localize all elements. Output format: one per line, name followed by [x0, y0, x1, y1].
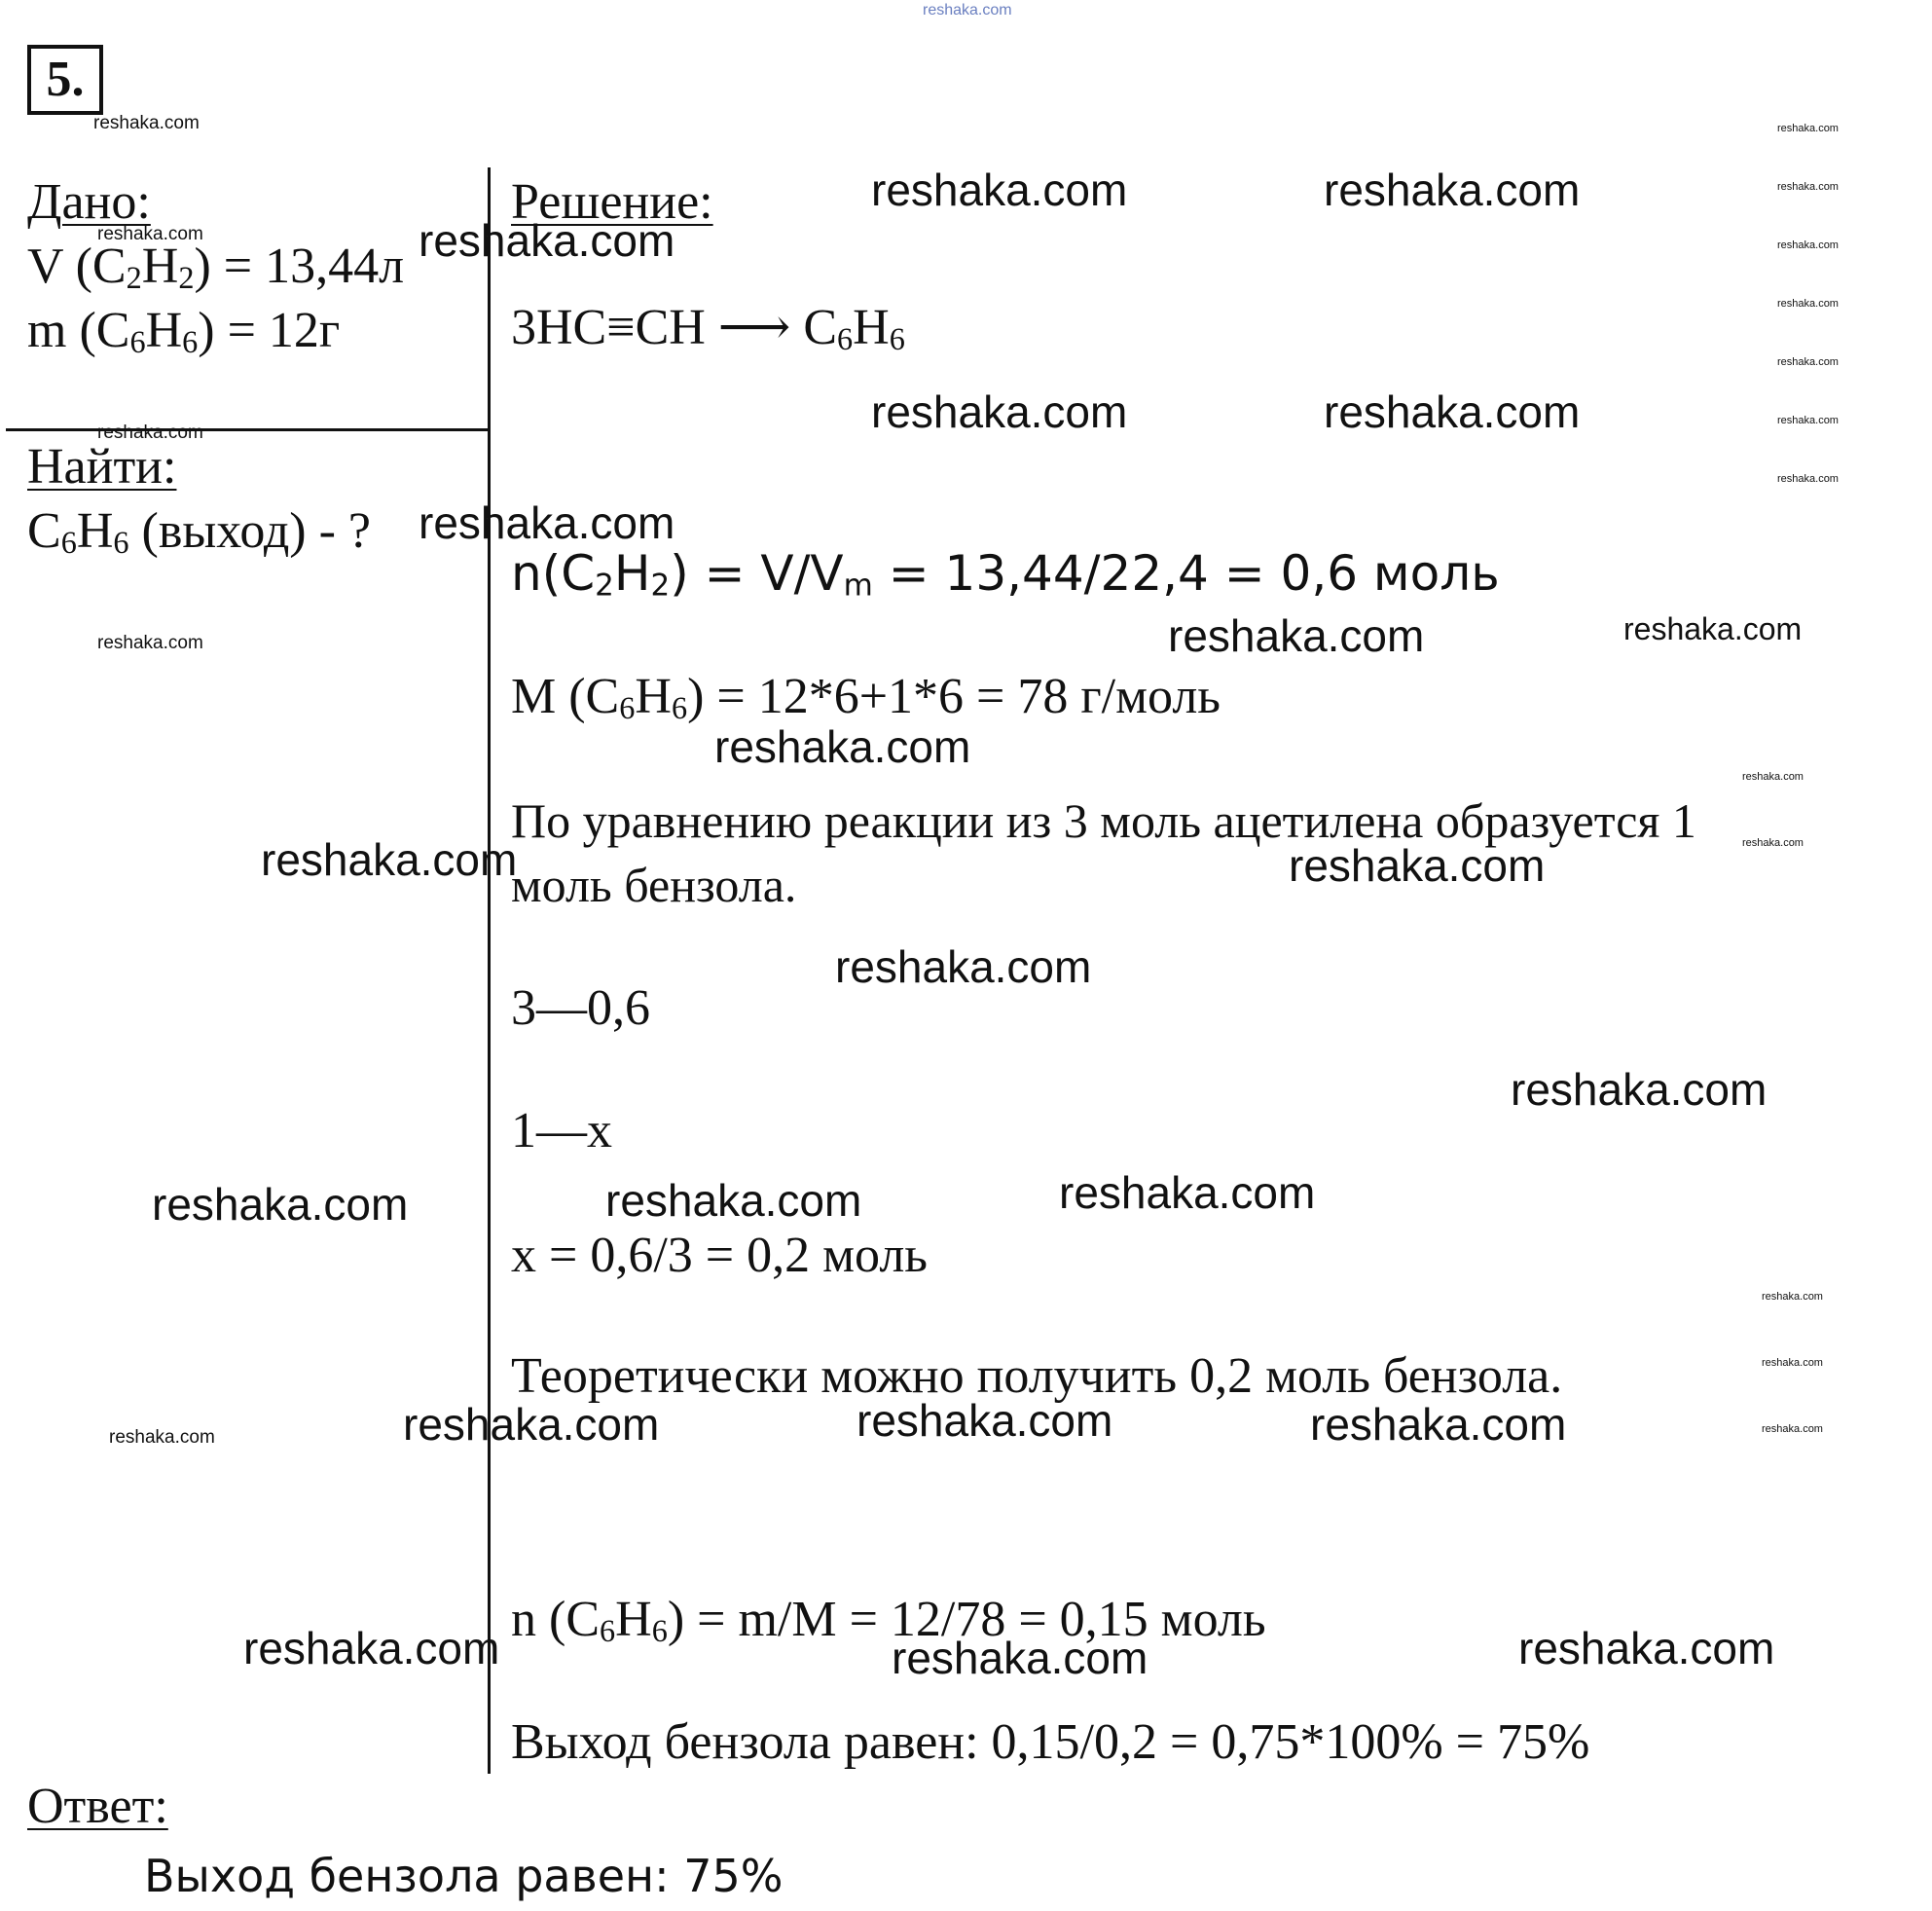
watermark: reshaka.com [419, 215, 675, 266]
moles-benzene: n $(C_6H_6) = m/M = 12/78 = 0,15$ моль [511, 1592, 1266, 1648]
given-volume: V $(C_2H_2) = 13,44л$ [27, 239, 405, 295]
watermark: reshaka.com [1324, 165, 1581, 215]
watermark: reshaka.com [97, 633, 203, 653]
given-mass: m $(C_6H_6) = 12г$ [27, 303, 341, 359]
divider-vertical [488, 167, 491, 1774]
watermark: reshaka.com [403, 1399, 660, 1450]
watermark: reshaka.com [1742, 837, 1804, 849]
watermark: reshaka.com [97, 423, 203, 443]
watermark: reshaka.com [1168, 610, 1425, 661]
molar-mass-benzene: M $(C_6H_6) = 12*6+1*6 = 78$ г/моль [511, 669, 1221, 725]
watermark: reshaka.com [1310, 1399, 1567, 1450]
watermark: reshaka.com [152, 1179, 409, 1230]
yield-result: Выход бензола равен: 0,15/0,2 = 0,75*100% = 75% [511, 1714, 1590, 1770]
proportion-line1: 3—0,6 [511, 980, 650, 1036]
watermark: reshaka.com [923, 2, 1012, 18]
watermark: reshaka.com [1059, 1167, 1316, 1218]
find-yield: $C_6H_6$ (выход) - ? [27, 503, 371, 560]
watermark: reshaka.com [1777, 356, 1839, 368]
solution-heading: Решение: [511, 174, 713, 230]
watermark: reshaka.com [1777, 239, 1839, 251]
watermark: reshaka.com [243, 1623, 500, 1673]
watermark: reshaka.com [605, 1175, 862, 1226]
theoretical-yield-text: Теоретически можно получить 0,2 моль бензола. [511, 1348, 1563, 1404]
answer-heading: Ответ: [27, 1779, 168, 1834]
watermark: reshaka.com [261, 834, 518, 885]
watermark: reshaka.com [1777, 181, 1839, 193]
watermark: reshaka.com [1777, 473, 1839, 485]
reaction-text-line2: моль бензола. [511, 858, 797, 912]
watermark: reshaka.com [871, 165, 1128, 215]
proportion-line2: 1—x [511, 1103, 612, 1158]
given-heading: Дано: [27, 174, 151, 230]
problem-number: 5. [27, 45, 103, 115]
watermark: reshaka.com [1742, 771, 1804, 783]
watermark: reshaka.com [109, 1427, 215, 1448]
watermark: reshaka.com [871, 386, 1128, 437]
divider-horizontal [6, 428, 489, 431]
watermark: reshaka.com [1777, 123, 1839, 134]
watermark: reshaka.com [97, 224, 203, 244]
watermark: reshaka.com [1324, 386, 1581, 437]
watermark: reshaka.com [835, 941, 1092, 992]
watermark: reshaka.com [1289, 840, 1546, 891]
watermark: reshaka.com [1762, 1423, 1823, 1435]
reaction-equation: 3HC≡CH ⟶ $C_6H_6$ [511, 300, 905, 356]
moles-acetylene: $n(C_2H_2) = V/V_m = 13,44/22,4 = 0,6$ моль [511, 545, 1500, 604]
watermark: reshaka.com [1777, 298, 1839, 310]
find-heading: Найти: [27, 439, 177, 495]
watermark: reshaka.com [714, 721, 971, 772]
watermark: reshaka.com [892, 1633, 1148, 1683]
watermark: reshaka.com [1762, 1357, 1823, 1369]
watermark: reshaka.com [1623, 611, 1803, 646]
watermark: reshaka.com [1777, 415, 1839, 426]
reaction-text-line1: По уравнению реакции из 3 моль ацетилена образуется 1 [511, 793, 1696, 848]
x-calculation: x = 0,6/3 = 0,2 моль [511, 1228, 928, 1283]
watermark: reshaka.com [419, 497, 675, 548]
watermark: reshaka.com [93, 113, 200, 133]
watermark: reshaka.com [1518, 1623, 1775, 1673]
watermark: reshaka.com [857, 1395, 1113, 1446]
watermark: reshaka.com [1762, 1291, 1823, 1303]
watermark: reshaka.com [1511, 1064, 1768, 1115]
answer-text: Выход бензола равен: 75% [144, 1850, 784, 1902]
